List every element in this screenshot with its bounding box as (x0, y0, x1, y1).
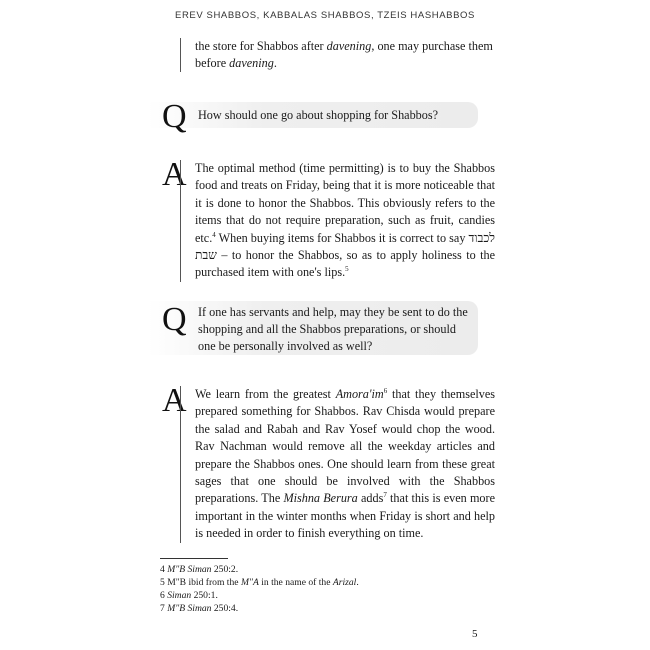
question-letter: Q (162, 98, 187, 135)
footnote-ref-5: 5 (345, 265, 349, 274)
answer-1-text: The optimal method (time permitting) is to buy the Shabbos food and treats on Friday, being that it is more noticeable that it is done to honor the Shabbos. This obviously refers to the items that do not require preparation, such as fruit, candies etc.$^4$ When buying items for Shabbos it is correct to say לכבוד שבת – to honor the Shabbos, so as to apply holiness to the purchased item with one's lips.$^5$ (180, 160, 495, 282)
page-number: 5 (472, 628, 478, 640)
answer-2 (148, 382, 495, 544)
footnote-ref-6: 6 (383, 386, 388, 395)
footnote-4: 4 M"B Siman 250:2. (160, 564, 239, 575)
question-2-text: If one has servants and help, may they be sent to do the shopping and all the Shabbos preparations, or should one be personally involved as well? (198, 305, 468, 353)
footnote-7: 7 M"B Siman 250:4. (160, 603, 239, 614)
question-letter: Q (162, 301, 187, 338)
footnote-rule (160, 558, 228, 559)
question-2 (148, 301, 478, 355)
question-1 (148, 98, 478, 135)
footnotes (160, 558, 480, 615)
answer-2-text: We learn from the greatest $Amora'im^6$ that they themselves prepared something for Shabbos. Rav Chisda would prepare the salad and Rabah and Rav Yosef would chop the wood. Rav Nachman would remove all the weekday articles and prepare the Shabbos ones. One should learn from these great sages that one should be involved with the Shabbos preparations. The Mishna Berura adds$^7$ that this is even more important in the winter months when Friday is short and help is needed in order to finish everything on time. (180, 386, 495, 543)
footnote-6: 6 Siman 250:1. (160, 590, 218, 601)
answer-letter: A (162, 382, 187, 419)
continuation-paragraph: the store for Shabbos after davening, one may purchase them before davening. (180, 38, 495, 72)
hebrew-phrase: לכבוד שבת (195, 230, 495, 263)
question-1-text: How should one go about shopping for Shabbos? (198, 108, 439, 122)
running-head: EREV SHABBOS, KABBALAS SHABBOS, TZEIS HASHABBOS (175, 10, 475, 21)
footnote-5: 5 M"B ibid from the M"A in the name of the Arizal. (160, 577, 359, 588)
answer-letter: A (162, 156, 187, 193)
footnote-ref-7: 7 (383, 491, 387, 500)
footnote-ref-4: 4 (212, 230, 216, 239)
answer-1 (148, 156, 495, 280)
